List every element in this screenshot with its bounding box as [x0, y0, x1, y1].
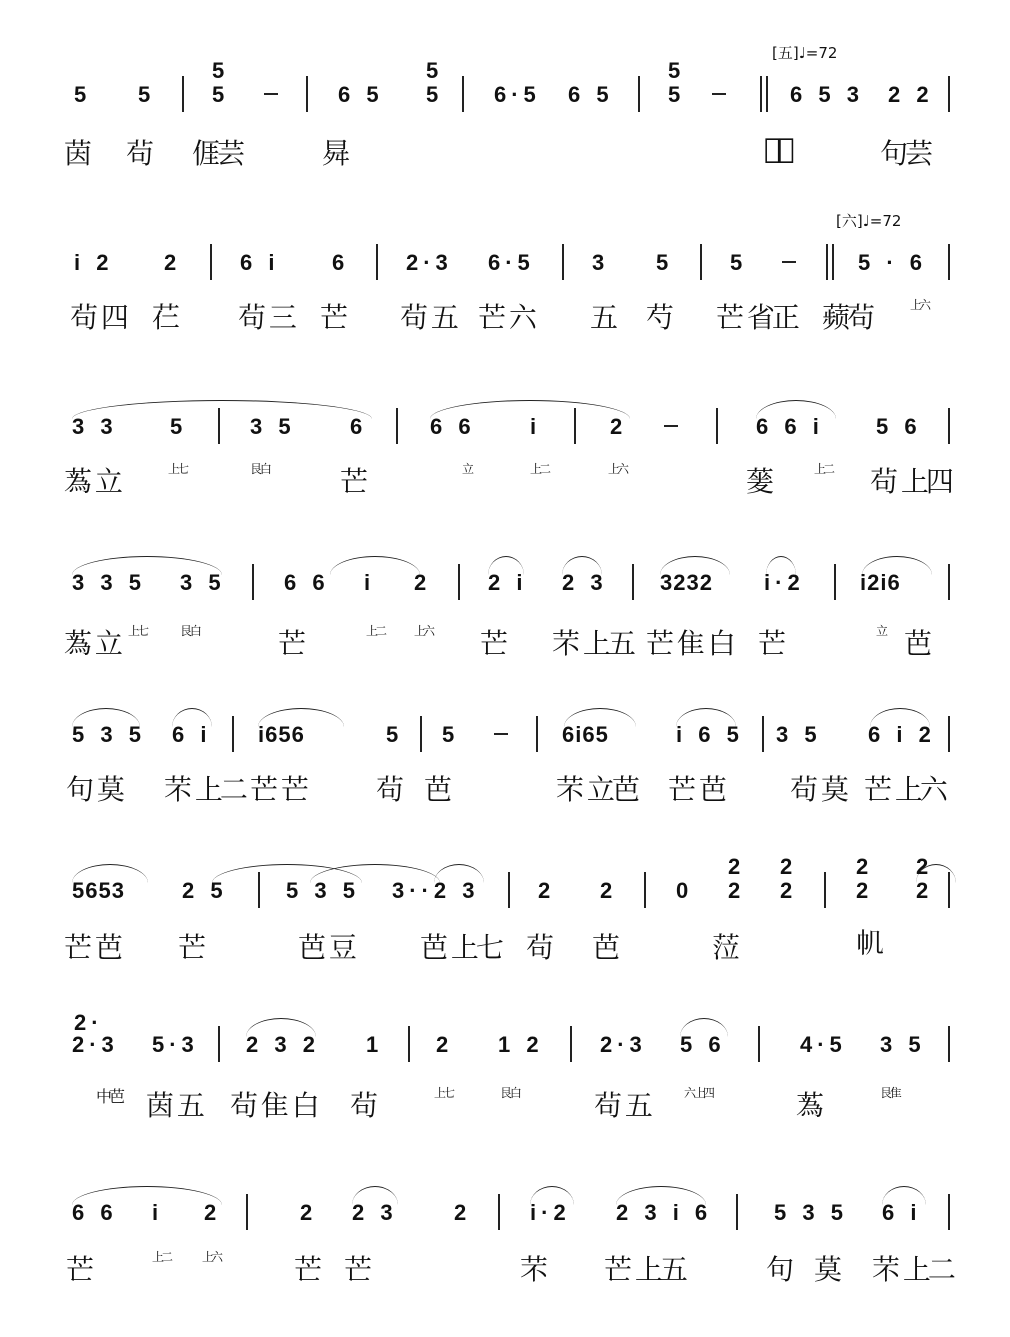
tab-char: 六 上四 — [684, 1086, 712, 1100]
tab-char: 茍 五 — [594, 1089, 650, 1122]
barline — [570, 1026, 572, 1062]
tab-char: 芒 上六 — [864, 773, 945, 806]
barline — [210, 244, 212, 280]
tab-char: 芭 上七 — [420, 931, 501, 964]
barline — [762, 716, 764, 752]
notation-row — [0, 1190, 1010, 1234]
tab-char: 上六 — [608, 462, 627, 476]
tab-char: 芒 隹 白 — [646, 627, 733, 660]
tab-char: 蒍 立 — [64, 465, 120, 498]
note: 5 — [656, 250, 674, 275]
note: 6i65 — [562, 722, 609, 747]
tab-char: 茍 — [526, 931, 552, 964]
tablature-row — [0, 126, 1010, 178]
tab-char: 茍 — [350, 1089, 376, 1122]
tab-char: 蓌 — [746, 465, 772, 498]
note: 6 5 — [338, 82, 384, 107]
tab-char: 芭 — [904, 627, 930, 660]
notation-row — [0, 712, 1010, 756]
barline — [638, 76, 640, 112]
tab-char: 茵 — [64, 137, 90, 170]
note: 2 — [780, 878, 798, 903]
barline — [948, 872, 950, 908]
note: 3 3 5 — [72, 570, 146, 595]
note: 5 — [668, 58, 686, 83]
note: 2 — [728, 854, 746, 879]
barline — [632, 564, 634, 600]
note: 1 2 — [498, 1032, 544, 1057]
tab-char: 𫗊䃃 — [764, 132, 792, 165]
note: 5 — [170, 414, 188, 439]
tab-char: 𢁒 — [856, 927, 882, 960]
tab-char: 艮 隹 — [880, 1086, 899, 1100]
tab-char: 芒 — [294, 1253, 320, 1286]
barline — [948, 1194, 950, 1230]
note: 1 — [366, 1032, 384, 1057]
barline — [948, 716, 950, 752]
tab-char: 艮 白 — [500, 1086, 519, 1100]
note: 2 — [436, 1032, 454, 1057]
note: 5 — [730, 250, 748, 275]
tab-char: 上七 — [128, 624, 147, 638]
note: 6 6 — [284, 570, 330, 595]
note: 6 i — [172, 722, 212, 747]
tab-char: 上二 — [152, 1250, 171, 1264]
tab-char: 茍 — [126, 137, 152, 170]
note: 5 — [212, 58, 230, 83]
note: 5 3 5 — [774, 1200, 848, 1225]
barline — [562, 244, 564, 280]
barline — [252, 564, 254, 600]
barline — [420, 716, 422, 752]
note: i·2 — [530, 1200, 571, 1225]
tab-char: 上六 — [202, 1250, 221, 1264]
tab-char: 句 莫 — [66, 773, 122, 806]
barline — [508, 872, 510, 908]
note: 6·5 — [488, 250, 535, 275]
tab-char: 𬞟茍 — [822, 301, 873, 334]
tab-char: 芭 — [424, 773, 450, 806]
note: 5 — [442, 722, 460, 747]
barline — [232, 716, 234, 752]
note: i — [152, 1200, 164, 1225]
barline — [458, 564, 460, 600]
note: 5 — [138, 82, 156, 107]
note: 2 3 — [352, 1200, 398, 1225]
note: 2·3 — [406, 250, 453, 275]
note: 2 — [856, 878, 874, 903]
section-mark-six: [六]♩=72 — [836, 212, 902, 230]
note: 5653 — [72, 878, 125, 903]
note: 6 6 — [430, 414, 476, 439]
tab-char: 艮 白 — [180, 624, 199, 638]
barline — [834, 564, 836, 600]
tab-char: 芒 — [480, 627, 506, 660]
note: 2 — [916, 854, 934, 879]
note: i·2 — [764, 570, 805, 595]
tablature-row — [0, 920, 1010, 972]
barline — [498, 1194, 500, 1230]
note: 5 3 5 — [286, 878, 360, 903]
tab-char: 芒 — [178, 931, 204, 964]
tab-char: 上七 — [168, 462, 187, 476]
tab-char: 上二 — [530, 462, 549, 476]
note: i 2 — [74, 250, 114, 275]
section-mark-five: [五]♩=72 — [772, 44, 838, 62]
note: 5 6 — [680, 1032, 726, 1057]
tab-char: 茍 隹 白 — [230, 1089, 317, 1122]
tab-char: 上六 — [414, 624, 433, 638]
barline — [736, 1194, 738, 1230]
note: 5 6 — [876, 414, 922, 439]
note: 5 — [426, 58, 444, 83]
barline — [376, 244, 378, 280]
tab-char: 艮 白 — [250, 462, 269, 476]
tab-char: 立 — [462, 462, 472, 476]
barline — [716, 408, 718, 444]
barline — [948, 1026, 950, 1062]
tab-char: 芣 上二 — [872, 1253, 953, 1286]
tab-char: 芒 芒 — [250, 773, 306, 806]
tab-char: 芣 立 — [556, 773, 612, 806]
tab-char: 句 — [766, 1253, 792, 1286]
barline — [758, 1026, 760, 1062]
barline — [258, 872, 260, 908]
notation-row — [0, 560, 1010, 604]
barline — [948, 76, 950, 112]
note: 3 5 — [776, 722, 822, 747]
tab-char: 芒 — [344, 1253, 370, 1286]
note: 2 — [164, 250, 182, 275]
note: 6 i 2 — [868, 722, 936, 747]
note: i — [364, 570, 376, 595]
note: 2 i — [488, 570, 528, 595]
barline — [182, 76, 184, 112]
tab-char: 芭 — [592, 931, 618, 964]
note: 2 — [414, 570, 432, 595]
note: 2·3 — [600, 1032, 647, 1057]
tablature-row — [0, 1078, 1010, 1130]
notation-row — [0, 1010, 1010, 1066]
tab-char: 立 — [876, 624, 886, 638]
tab-char: 句芸 — [880, 137, 931, 170]
notation-row — [0, 854, 1010, 912]
dash — [712, 93, 726, 95]
tab-char: 芒 省正 — [716, 301, 797, 334]
barline — [306, 76, 308, 112]
tab-char: 芒 芭 — [64, 931, 120, 964]
note: 2 — [204, 1200, 222, 1225]
tab-char: 芭 豆 — [298, 931, 354, 964]
note: i 6 5 — [676, 722, 744, 747]
tablature-row — [0, 454, 1010, 506]
tablature-row — [0, 1242, 1010, 1294]
barline — [246, 1194, 248, 1230]
tab-char: 𠊎芸 — [192, 137, 243, 170]
note: 5·3 — [152, 1032, 199, 1057]
tab-char: 茍 五 — [400, 301, 456, 334]
tab-char: 蒍 — [796, 1089, 822, 1122]
tab-char: 茵 五 — [146, 1089, 202, 1122]
tab-char: 芒 — [66, 1253, 92, 1286]
barline — [218, 408, 220, 444]
tab-char: 芍 — [646, 301, 672, 334]
barline — [218, 1026, 220, 1062]
tab-char: 芣 上五 — [552, 627, 633, 660]
note: 3232 — [660, 570, 713, 595]
tab-char: 上六 — [910, 298, 929, 312]
double-barline — [826, 244, 834, 280]
barline — [948, 408, 950, 444]
barline — [700, 244, 702, 280]
tab-char: 芭 — [612, 773, 638, 806]
tab-char: 芒 — [320, 301, 346, 334]
tab-char: 芒 — [278, 627, 304, 660]
note: i — [530, 414, 542, 439]
note: 2 — [856, 854, 874, 879]
note: 2 — [728, 878, 746, 903]
note: 3 — [592, 250, 610, 275]
tab-char: 芒 上五 — [604, 1253, 685, 1286]
dash — [264, 93, 278, 95]
note: 6 6 i — [756, 414, 824, 439]
note: 6 6 — [72, 1200, 118, 1225]
tab-char: 上七 — [434, 1086, 453, 1100]
tab-char: 茍 — [376, 773, 402, 806]
tab-char: 𦲷 — [712, 931, 738, 964]
note: 2 3 i 6 — [616, 1200, 713, 1225]
note: i2i6 — [860, 570, 901, 595]
dash — [494, 733, 508, 735]
barline — [408, 1026, 410, 1062]
note: i656 — [258, 722, 305, 747]
note: 3 5 — [250, 414, 296, 439]
note: 6 — [350, 414, 368, 439]
tab-char: 莫 — [814, 1253, 840, 1286]
note: 5 — [74, 82, 92, 107]
note: 2 — [780, 854, 798, 879]
note: 2 2 — [888, 82, 934, 107]
tab-char: 中芭 — [96, 1087, 123, 1106]
tablature-row — [0, 762, 1010, 814]
tab-char: 芣 — [520, 1253, 546, 1286]
note: 2 — [916, 878, 934, 903]
tab-char: 曻 — [322, 137, 348, 170]
note: 3 5 — [180, 570, 226, 595]
note: 4·5 — [800, 1032, 847, 1057]
note: 6 5 3 — [790, 82, 864, 107]
note: 5 · 6 — [858, 250, 928, 275]
tab-char: 芢 — [152, 301, 178, 334]
tab-char: 芒 六 — [478, 301, 534, 334]
tab-char: 芒 — [758, 627, 784, 660]
tab-char: 蒍 立 — [64, 627, 120, 660]
note: 2 5 — [182, 878, 228, 903]
tab-char: 茍 三 — [238, 301, 294, 334]
note: 5 3 5 — [72, 722, 146, 747]
double-barline — [760, 76, 768, 112]
note: 2 — [538, 878, 556, 903]
note: 2 — [454, 1200, 472, 1225]
tab-char: 五 — [590, 301, 616, 334]
barline — [824, 872, 826, 908]
note: 0 — [676, 878, 694, 903]
note: 5 — [668, 82, 686, 107]
note: 5 — [386, 722, 404, 747]
tab-char: 芒 — [340, 465, 366, 498]
note: 6 i — [882, 1200, 922, 1225]
note: 2 — [600, 878, 618, 903]
notation-row — [0, 240, 1010, 284]
barline — [462, 76, 464, 112]
barline — [644, 872, 646, 908]
note: 6 i — [240, 250, 280, 275]
note: 3 3 — [72, 414, 118, 439]
note: 6 — [332, 250, 350, 275]
dash — [664, 425, 678, 427]
barline — [536, 716, 538, 752]
note: 3 5 — [880, 1032, 926, 1057]
note: 2 — [300, 1200, 318, 1225]
barline — [948, 564, 950, 600]
tab-char: 茍 上四 — [870, 465, 951, 498]
tab-char: 上二 — [366, 624, 385, 638]
tab-char: 芒 芭 — [668, 773, 724, 806]
barline — [396, 408, 398, 444]
note: 5 — [212, 82, 230, 107]
note: 2·3 — [72, 1032, 119, 1057]
tablature-row — [0, 616, 1010, 668]
notation-row — [0, 58, 1010, 116]
tablature-row — [0, 290, 1010, 342]
note: 2 — [610, 414, 628, 439]
note: 3··2 3 — [392, 878, 480, 903]
note: 2 3 2 — [246, 1032, 320, 1057]
tab-char: 上二 — [814, 462, 833, 476]
note: 6 5 — [568, 82, 614, 107]
tab-char: 芣 上二 — [164, 773, 245, 806]
barline — [948, 244, 950, 280]
tab-char: 茍 莫 — [790, 773, 846, 806]
dash — [782, 261, 796, 263]
note: 2 3 — [562, 570, 608, 595]
tab-char: 茍 四 — [70, 301, 126, 334]
notation-row — [0, 404, 1010, 448]
note: 2· — [74, 1010, 104, 1035]
barline — [574, 408, 576, 444]
note: 5 — [426, 82, 444, 107]
note: 6·5 — [494, 82, 541, 107]
